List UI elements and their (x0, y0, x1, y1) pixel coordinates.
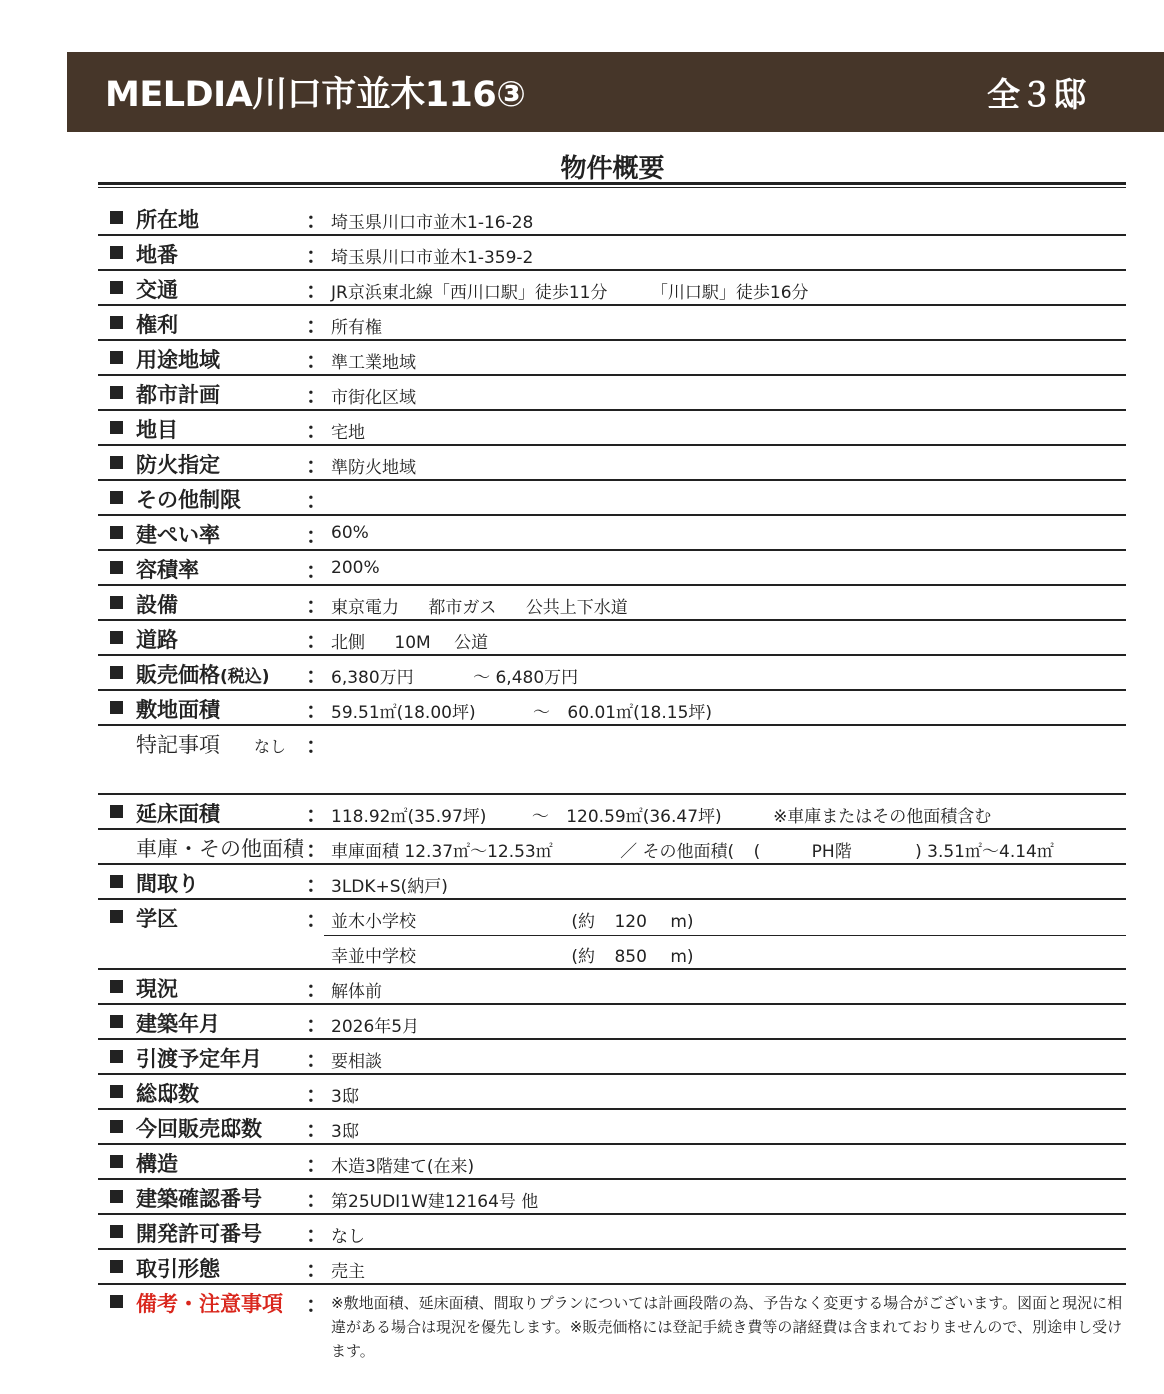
bullet-icon (110, 386, 123, 399)
floor-area-max: 120.59㎡(36.47坪) (566, 807, 722, 827)
colon: ： (306, 664, 327, 688)
colon: ： (306, 524, 327, 548)
colon: ： (306, 908, 327, 932)
bullet-icon (110, 1015, 123, 1028)
row-value: 宅地 (331, 423, 365, 443)
row-value (331, 802, 991, 827)
row-value: 準防火地域 (331, 458, 416, 478)
bullet-icon (110, 246, 123, 259)
other-area-floor: PH階 (811, 842, 852, 862)
row-value: 埼玉県川口市並木1-16-28 (331, 213, 534, 233)
facility-electric: 東京電力 (331, 598, 399, 618)
colon: ： (306, 1013, 327, 1037)
row-value: 2026年5月 (331, 1017, 420, 1037)
row-other-restrictions (98, 481, 1126, 516)
section-heading: 物件概要 (560, 154, 665, 184)
row-label: 防火指定 (136, 453, 220, 477)
row-value: なし (331, 1227, 365, 1247)
row-label: 建築確認番号 (136, 1187, 262, 1211)
bullet-icon (110, 281, 123, 294)
row-value: 売主 (331, 1262, 365, 1282)
row-label: 延床面積 (136, 802, 220, 826)
row-transport (98, 271, 1126, 306)
special-note: なし (254, 737, 287, 756)
colon: ： (306, 838, 327, 862)
colon: ： (306, 1258, 327, 1282)
colon: ： (306, 349, 327, 373)
row-value (331, 628, 488, 653)
row-label: 建築年月 (136, 1012, 220, 1036)
bullet-icon (110, 631, 123, 644)
row-label: 地目 (136, 418, 178, 442)
row-label: 都市計画 (136, 383, 220, 407)
row-price (98, 656, 1126, 691)
row-road (98, 621, 1126, 656)
facility-water: 公共上下水道 (525, 598, 628, 618)
row-land-category (98, 411, 1126, 446)
distance-value: 850 (614, 947, 647, 967)
row-school-1 (98, 900, 1126, 935)
row-location (98, 201, 1126, 236)
row-value (331, 837, 1054, 862)
row-label: 引渡予定年月 (136, 1047, 262, 1071)
row-facilities (98, 586, 1126, 621)
row-value (331, 663, 578, 688)
row-remarks (98, 1285, 1126, 1365)
bullet-icon (110, 211, 123, 224)
remarks-text: ※敷地面積、延床面積、間取りプランについては計画段階の為、予告なく変更する場合がございます。図面と現況に相違がある場合は現況を優先します。※販売価格には登記手続き費等の諸経費は含まれておりませんので、別途申し受けます。 (331, 1294, 1123, 1360)
bullet-icon (110, 1295, 123, 1308)
row-label (136, 659, 270, 689)
colon: ： (306, 384, 327, 408)
bullet-icon (110, 561, 123, 574)
row-status (98, 970, 1126, 1005)
colon: ： (306, 209, 327, 233)
land-area-max: 60.01㎡(18.15坪) (567, 703, 713, 723)
row-value: 第25UDI1W建12164号 他 (331, 1192, 539, 1212)
distance-unit: m) (670, 912, 694, 932)
row-development-permit (98, 1215, 1126, 1250)
special-label: 特記事項 (136, 733, 220, 757)
price-min: 6,380万円 (331, 668, 414, 688)
row-label: 容積率 (136, 558, 199, 582)
row-selling-units (98, 1110, 1126, 1145)
range-tilde: ～ (531, 807, 549, 827)
bullet-icon (110, 596, 123, 609)
row-value: 要相談 (331, 1052, 382, 1072)
row-building-permit (98, 1180, 1126, 1215)
bullet-icon (110, 1050, 123, 1063)
bullet-icon (110, 980, 123, 993)
junior-high-school: 幸並中学校 (331, 947, 416, 967)
colon: ： (306, 629, 327, 653)
colon: ： (306, 1293, 327, 1317)
transport-secondary: 「川口駅」徒歩16分 (650, 283, 809, 303)
header-banner (67, 52, 1164, 132)
row-structure (98, 1145, 1126, 1180)
bullet-icon (110, 1225, 123, 1238)
price-label-tax: (税込) (220, 667, 270, 687)
colon: ： (306, 978, 327, 1002)
row-label: 間取り (136, 872, 199, 896)
row-floor-area (98, 795, 1126, 830)
row-zoning (98, 341, 1126, 376)
road-type: 公道 (454, 633, 489, 653)
facility-gas: 都市ガス (428, 598, 497, 618)
bullet-icon (110, 351, 123, 364)
heading-rule-top (98, 182, 1126, 185)
colon: ： (306, 1118, 327, 1142)
colon: ： (306, 1188, 327, 1212)
other-area-paren: ( (753, 842, 761, 862)
other-area-value: ) 3.51㎡～4.14㎡ (915, 842, 1054, 862)
row-label: 地番 (136, 243, 178, 267)
colon: ： (306, 454, 327, 478)
bullet-icon (110, 701, 123, 714)
row-label: 今回販売邸数 (136, 1117, 262, 1141)
row-building-coverage (98, 516, 1126, 551)
row-label: 学区 (136, 907, 178, 931)
row-rights (98, 306, 1126, 341)
row-label: 備考・注意事項 (136, 1292, 283, 1316)
row-label: 構造 (136, 1152, 178, 1176)
row-value: 木造3階建て(在来) (331, 1157, 475, 1177)
floor-area-note: ※車庫またはその他面積含む (773, 807, 992, 827)
road-width: 10M (394, 633, 431, 653)
row-label (136, 729, 286, 759)
colon: ： (306, 279, 327, 303)
row-value: 埼玉県川口市並木1-359-2 (331, 248, 534, 268)
heading-rule-bottom (98, 187, 1126, 188)
road-direction: 北側 (331, 633, 365, 653)
property-table (98, 201, 1126, 1365)
unit-count: 全３邸 (987, 74, 1086, 114)
row-label: 所在地 (136, 208, 199, 232)
bullet-icon (110, 456, 123, 469)
range-tilde: ～ (533, 703, 551, 723)
row-total-units (98, 1075, 1126, 1110)
bullet-icon (110, 910, 123, 923)
row-label: 取引形態 (136, 1257, 220, 1281)
row-value: 準工業地域 (331, 353, 416, 373)
row-label: 敷地面積 (136, 698, 220, 722)
colon: ： (306, 1048, 327, 1072)
distance-value: 120 (614, 912, 647, 932)
row-label: 用途地域 (136, 348, 220, 372)
row-label: 現況 (136, 977, 178, 1001)
row-floor-area-ratio (98, 551, 1126, 586)
bullet-icon (110, 666, 123, 679)
distance-unit: m) (670, 947, 694, 967)
transport-primary: JR京浜東北線「西川口駅」徒歩11分 (331, 283, 608, 303)
bullet-icon (110, 1120, 123, 1133)
colon: ： (306, 314, 327, 338)
row-label: その他制限 (136, 488, 241, 512)
bullet-icon (110, 1260, 123, 1273)
row-value: 市街化区域 (331, 388, 416, 408)
row-label: 道路 (136, 628, 178, 652)
colon: ： (306, 489, 327, 513)
bullet-icon (110, 875, 123, 888)
garage-area: 車庫面積 12.37㎡～12.53㎡ (331, 842, 553, 862)
row-label: 開発許可番号 (136, 1222, 262, 1246)
row-planning (98, 376, 1126, 411)
row-label: 設備 (136, 593, 178, 617)
row-value: 3邸 (331, 1122, 359, 1142)
row-school-2 (98, 935, 1126, 970)
row-value (331, 942, 694, 967)
row-lot (98, 236, 1126, 271)
colon: ： (306, 1083, 327, 1107)
colon: ： (306, 559, 327, 583)
row-built-date (98, 1005, 1126, 1040)
colon: ： (306, 699, 327, 723)
colon: ： (306, 734, 327, 758)
bullet-icon (110, 526, 123, 539)
row-value: 60% (331, 523, 369, 543)
row-value (331, 698, 712, 723)
colon: ： (306, 419, 327, 443)
land-area-min: 59.51㎡(18.00坪) (331, 703, 476, 723)
distance-open: (約 (571, 947, 596, 967)
row-handover (98, 1040, 1126, 1075)
row-label: 交通 (136, 278, 178, 302)
row-land-area (98, 691, 1126, 726)
row-value: 200% (331, 558, 380, 578)
row-value: 所有権 (331, 318, 382, 338)
row-special-notes (98, 726, 1126, 795)
row-value (331, 278, 809, 303)
other-area-label: ／ その他面積( (620, 842, 735, 862)
colon: ： (306, 1223, 327, 1247)
property-title: MELDIA川口市並木116③ (105, 75, 526, 115)
row-layout (98, 865, 1126, 900)
row-value: 3邸 (331, 1087, 359, 1107)
row-value: 解体前 (331, 982, 382, 1002)
colon: ： (306, 1153, 327, 1177)
row-garage-other (98, 830, 1126, 865)
row-value (331, 907, 694, 932)
row-label: 権利 (136, 313, 178, 337)
bullet-icon (110, 1190, 123, 1203)
row-value: 3LDK+S(納戸) (331, 877, 448, 897)
bullet-icon (110, 1085, 123, 1098)
row-fire-zone (98, 446, 1126, 481)
bullet-icon (110, 1155, 123, 1168)
bullet-icon (110, 491, 123, 504)
row-label: 建ぺい率 (136, 523, 220, 547)
bullet-icon (110, 805, 123, 818)
bullet-icon (110, 316, 123, 329)
colon: ： (306, 873, 327, 897)
bullet-icon (110, 421, 123, 434)
floor-area-min: 118.92㎡(35.97坪) (331, 807, 487, 827)
row-label: 車庫・その他面積 (136, 837, 304, 861)
elementary-school: 並木小学校 (331, 912, 416, 932)
row-label: 総邸数 (136, 1082, 199, 1106)
colon: ： (306, 244, 327, 268)
row-value (331, 593, 628, 618)
price-label: 販売価格 (136, 663, 220, 687)
colon: ： (306, 803, 327, 827)
row-transaction-type (98, 1250, 1126, 1285)
price-max: ～ 6,480万円 (473, 668, 579, 688)
colon: ： (306, 594, 327, 618)
distance-open: (約 (571, 912, 596, 932)
